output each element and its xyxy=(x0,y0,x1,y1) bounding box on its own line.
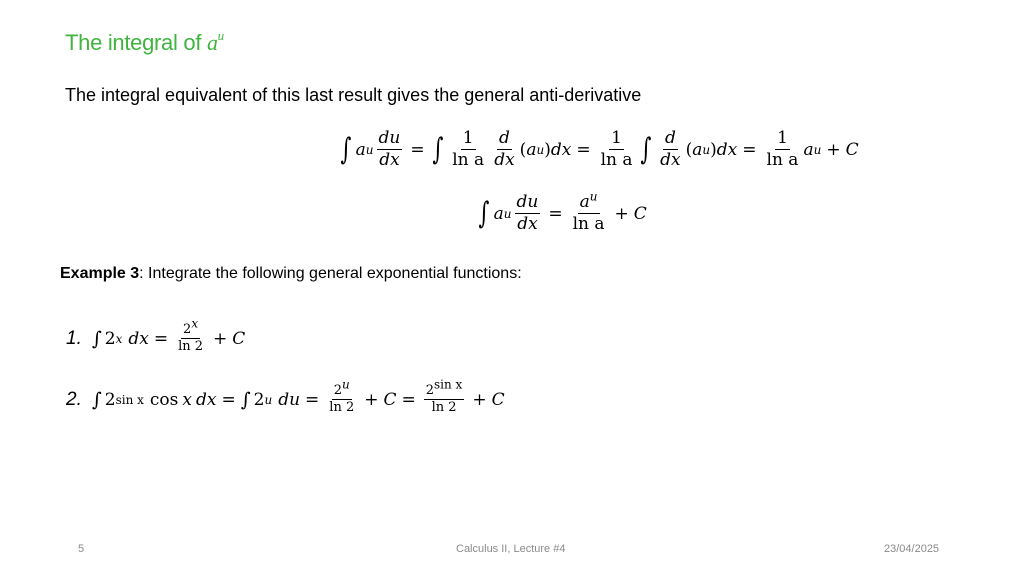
fraction-du-dx: $\frac{du}{dx}$ xyxy=(378,128,401,171)
example-item-2: 2. ∫ 2 sin x cos x dx = ∫ 2 u du = $\frac{2^u}{\ln 2}$ + C = $\frac{2^{sin x}}{\ln 2}$ + C xyxy=(66,377,505,416)
example-item-1: 1. ∫ 2 x dx = $\frac{2^x}{\ln 2}$ + C xyxy=(66,316,246,355)
equation-line-1: ∫ a u $\frac{du}{dx}$ = ∫ $\frac{1}{\text{ln a}}$ $\frac{d}{dx}$ ( a u ) dx = $\frac{1}{\text{ln a}}$ ∫ $\frac{d}{dx}$ ( a u ) dx = $\frac{1}{\text{ln a}}$ a u + C xyxy=(340,128,859,171)
slide-title: The integral of $a^u$ xyxy=(65,27,224,55)
integral-sign: ∫ xyxy=(340,131,352,167)
integral-sign: ∫ xyxy=(478,195,490,231)
fraction-du-dx: $\frac{du}{dx}$ xyxy=(516,192,539,235)
integral-sign: ∫ xyxy=(91,327,102,350)
equation-line-2: ∫ a u $\frac{du}{dx}$ = $\frac{a^u}{\text{ln a}}$ + C xyxy=(478,189,647,235)
slide-subtitle: The integral equivalent of this last result gives the general anti-derivative xyxy=(65,85,642,105)
footer-course: Calculus II, Lecture #4 xyxy=(456,543,566,555)
integral-sign: ∫ xyxy=(91,388,102,411)
footer-date: 23/04/2025 xyxy=(884,543,940,555)
integral-sign: ∫ xyxy=(431,131,443,167)
fraction-a-u-ln-a: $\frac{a^u}{\text{ln a}}$ xyxy=(572,189,605,235)
fraction-d-dx: $\frac{d}{dx}$ xyxy=(494,128,515,171)
fraction-d-dx: $\frac{d}{dx}$ xyxy=(660,128,681,171)
fraction-1-ln-a: $\frac{1}{\text{ln a}}$ xyxy=(452,128,485,171)
fraction-2sinx-ln2: $\frac{2^{sin x}}{\ln 2}$ xyxy=(425,377,463,416)
integral-sign: ∫ xyxy=(639,131,651,167)
fraction-2x-ln2: $\frac{2^x}{\ln 2}$ xyxy=(178,316,204,355)
fraction-1-ln-a: $\frac{1}{\text{ln a}}$ xyxy=(600,128,633,171)
integral-sign: ∫ xyxy=(240,388,251,411)
page-number: 5 xyxy=(78,543,85,555)
example-heading: Example 3: Integrate the following general exponential functions: xyxy=(60,265,522,282)
fraction-2u-ln2: $\frac{2^u}{\ln 2}$ xyxy=(329,377,355,416)
fraction-1-ln-a: $\frac{1}{\text{ln a}}$ xyxy=(766,128,799,171)
